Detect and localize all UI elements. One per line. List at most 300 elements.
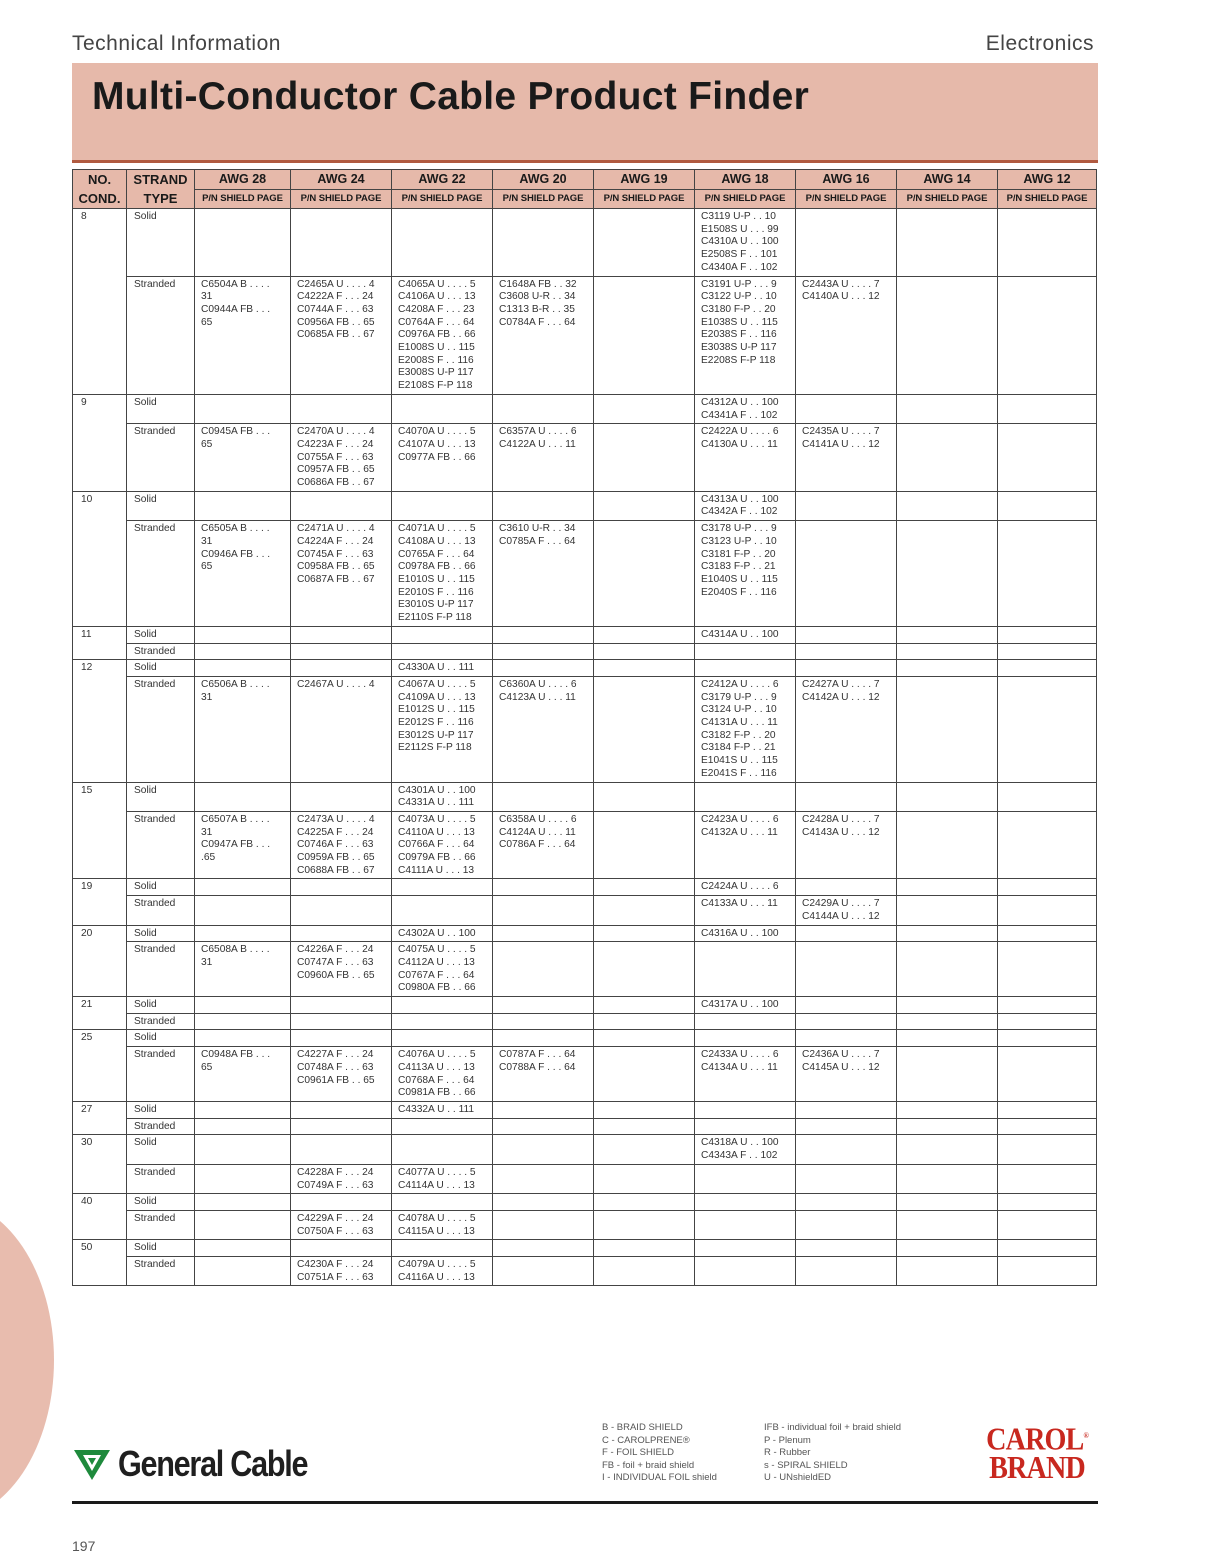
part-number-cell <box>897 491 998 520</box>
part-number-cell <box>392 1013 493 1030</box>
general-cable-mark-icon <box>72 1446 112 1482</box>
strand-type-cell: Solid <box>127 1102 195 1119</box>
part-number-cell: C4301A U . . 100 C4331A U . . 111 <box>392 782 493 811</box>
part-number-cell <box>796 660 897 677</box>
part-number-cell <box>493 1030 594 1047</box>
general-cable-logo <box>72 1443 341 1485</box>
part-number-cell: C2424A U . . . . 6 <box>695 879 796 896</box>
awg-header: AWG 28 <box>195 170 291 190</box>
part-number-cell <box>998 521 1097 627</box>
part-number-cell <box>392 997 493 1014</box>
part-number-cell <box>195 1257 291 1286</box>
part-number-cell <box>594 1030 695 1047</box>
legend-item: F - FOIL SHIELD <box>602 1447 674 1458</box>
part-number-cell <box>594 276 695 394</box>
part-number-cell <box>998 879 1097 896</box>
part-number-cell <box>695 643 796 660</box>
part-number-cell <box>897 394 998 423</box>
table-row <box>73 626 1097 643</box>
part-number-cell <box>493 394 594 423</box>
carol-brand-logo <box>976 1420 1098 1485</box>
part-number-cell <box>998 491 1097 520</box>
part-number-cell: C2473A U . . . . 4 C4225A F . . . 24 C0746A F . . . 63 C0959A FB . . 65 C0688A FB . . 67 <box>291 811 392 879</box>
part-number-cell <box>195 1194 291 1211</box>
part-number-cell: C2435A U . . . . 7 C4141A U . . . 12 <box>796 424 897 492</box>
pn-shield-page-header: P/N SHIELD PAGE <box>998 189 1097 209</box>
conductor-count-cell: 25 <box>73 1030 127 1102</box>
part-number-cell <box>897 276 998 394</box>
part-number-cell <box>897 1013 998 1030</box>
part-number-cell: C4075A U . . . . 5 C4112A U . . . 13 C0767A F . . . 64 C0980A FB . . 66 <box>392 942 493 997</box>
part-number-cell <box>998 1210 1097 1239</box>
part-number-cell <box>493 1194 594 1211</box>
part-number-cell <box>998 660 1097 677</box>
part-number-cell: C3119 U-P . . 10 E1508S U . . . 99 C4310A U . . 100 E2508S F . . 101 C4340A F . . 102 <box>695 209 796 277</box>
part-number-cell: C4073A U . . . . 5 C4110A U . . . 13 C0766A F . . . 64 C0979A FB . . 66 C4111A U . . . 13 <box>392 811 493 879</box>
part-number-cell <box>796 879 897 896</box>
strand-type-cell: Stranded <box>127 643 195 660</box>
legend-item: P - Plenum <box>764 1434 811 1446</box>
part-number-cell <box>594 394 695 423</box>
table-row <box>73 811 1097 879</box>
part-number-cell <box>998 626 1097 643</box>
part-number-cell: C4078A U . . . . 5 C4115A U . . . 13 <box>392 1210 493 1239</box>
part-number-cell: C6357A U . . . . 6 C4122A U . . . 11 <box>493 424 594 492</box>
strand-type-cell: Solid <box>127 491 195 520</box>
part-number-cell: C6508A B . . . . 31 <box>195 942 291 997</box>
part-number-cell <box>291 491 392 520</box>
part-number-cell <box>594 1135 695 1164</box>
part-number-cell <box>291 643 392 660</box>
part-number-cell <box>493 1240 594 1257</box>
part-number-cell <box>594 896 695 925</box>
legend-item: R - Rubber <box>764 1447 811 1458</box>
part-number-cell <box>695 782 796 811</box>
conductor-count-cell: 12 <box>73 660 127 782</box>
part-number-cell <box>493 942 594 997</box>
part-number-cell: C3191 U-P . . . 9 C3122 U-P . . 10 C3180 F-P . . 20 E1038S U . . 115 E2038S F . . 116 E3038S U-P 117 E2208S F-P 118 <box>695 276 796 394</box>
part-number-cell: C2443A U . . . . 7 C4140A U . . . 12 <box>796 276 897 394</box>
part-number-cell <box>392 394 493 423</box>
part-number-cell: C0787A F . . . 64 C0788A F . . . 64 <box>493 1047 594 1102</box>
part-number-cell <box>291 997 392 1014</box>
part-number-cell <box>897 1240 998 1257</box>
part-number-cell <box>897 676 998 782</box>
part-number-cell <box>195 491 291 520</box>
part-number-cell <box>998 1047 1097 1102</box>
part-number-cell <box>392 1118 493 1135</box>
part-number-cell <box>493 660 594 677</box>
part-number-cell <box>195 997 291 1014</box>
part-number-cell <box>897 1030 998 1047</box>
part-number-cell <box>796 1210 897 1239</box>
part-number-cell <box>897 896 998 925</box>
strand-type-cell: Solid <box>127 209 195 277</box>
table-row <box>73 1135 1097 1164</box>
part-number-cell <box>897 1194 998 1211</box>
part-number-cell <box>796 1030 897 1047</box>
part-number-cell: C6506A B . . . . 31 <box>195 676 291 782</box>
part-number-cell <box>897 942 998 997</box>
part-number-cell <box>695 1257 796 1286</box>
part-number-cell <box>195 1118 291 1135</box>
part-number-cell: C2467A U . . . . 4 <box>291 676 392 782</box>
strand-type-cell: Solid <box>127 782 195 811</box>
decorative-side-arc <box>0 1200 54 1520</box>
part-number-cell <box>897 1210 998 1239</box>
part-number-cell <box>897 1135 998 1164</box>
table-row <box>73 1047 1097 1102</box>
legend-item: B - BRAID SHIELD <box>602 1422 683 1433</box>
strand-type-cell: Stranded <box>127 1210 195 1239</box>
part-number-cell: C4317A U . . 100 <box>695 997 796 1014</box>
part-number-cell: C2427A U . . . . 7 C4142A U . . . 12 <box>796 676 897 782</box>
part-number-cell: C0948A FB . . . 65 <box>195 1047 291 1102</box>
part-number-cell: C6507A B . . . . 31 C0947A FB . . . .65 <box>195 811 291 879</box>
awg-header-row <box>73 170 1097 190</box>
part-number-cell: C2423A U . . . . 6 C4132A U . . . 11 <box>695 811 796 879</box>
part-number-cell <box>695 660 796 677</box>
part-number-cell <box>796 643 897 660</box>
part-number-cell <box>195 1013 291 1030</box>
conductor-count-cell: 15 <box>73 782 127 879</box>
part-number-cell <box>493 1135 594 1164</box>
part-number-cell <box>594 942 695 997</box>
part-number-cell: C4316A U . . 100 <box>695 925 796 942</box>
part-number-cell <box>695 942 796 997</box>
part-number-cell <box>998 643 1097 660</box>
part-number-cell <box>897 209 998 277</box>
part-number-cell <box>291 1013 392 1030</box>
title-band <box>72 63 1098 163</box>
part-number-cell <box>998 676 1097 782</box>
part-number-cell <box>594 626 695 643</box>
part-number-cell <box>998 997 1097 1014</box>
part-number-cell: C4302A U . . 100 <box>392 925 493 942</box>
part-number-cell <box>291 1102 392 1119</box>
subheader-row <box>73 189 1097 209</box>
part-number-cell: C2436A U . . . . 7 C4145A U . . . 12 <box>796 1047 897 1102</box>
part-number-cell <box>493 1210 594 1239</box>
footer-rule <box>72 1501 1098 1504</box>
part-number-cell: C2429A U . . . . 7 C4144A U . . . 12 <box>796 896 897 925</box>
table-row <box>73 1102 1097 1119</box>
part-number-cell <box>695 1240 796 1257</box>
part-number-cell <box>796 1013 897 1030</box>
table-row <box>73 896 1097 925</box>
part-number-cell <box>195 925 291 942</box>
part-number-cell <box>695 1030 796 1047</box>
part-number-cell: C4071A U . . . . 5 C4108A U . . . 13 C0765A F . . . 64 C0978A FB . . 66 E1010S U . . 115 E2010S F . . 116 E3010S U-P 117 E2110S F-P 118 <box>392 521 493 627</box>
part-number-cell <box>897 521 998 627</box>
part-number-cell: C3178 U-P . . . 9 C3123 U-P . . 10 C3181 F-P . . 20 C3183 F-P . . 21 E1040S U . . 115 E2040S F . . 116 <box>695 521 796 627</box>
part-number-cell <box>897 424 998 492</box>
part-number-cell <box>695 1164 796 1193</box>
part-number-cell <box>998 394 1097 423</box>
part-number-cell: C4079A U . . . . 5 C4116A U . . . 13 <box>392 1257 493 1286</box>
awg-header: AWG 20 <box>493 170 594 190</box>
part-number-cell <box>594 424 695 492</box>
strand-type-cell: Solid <box>127 997 195 1014</box>
part-number-cell <box>291 660 392 677</box>
part-number-cell: C6504A B . . . . 31 C0944A FB . . . 65 <box>195 276 291 394</box>
part-number-cell: C2471A U . . . . 4 C4224A F . . . 24 C0745A F . . . 63 C0958A FB . . 65 C0687A FB . . 67 <box>291 521 392 627</box>
part-number-cell <box>291 925 392 942</box>
part-number-cell <box>796 942 897 997</box>
awg-header: AWG 24 <box>291 170 392 190</box>
part-number-cell <box>796 1240 897 1257</box>
legend-item: C - CAROLPRENE® <box>602 1434 690 1446</box>
part-number-cell <box>998 942 1097 997</box>
strand-type-cell: Solid <box>127 1030 195 1047</box>
part-number-cell <box>796 394 897 423</box>
part-number-cell <box>195 626 291 643</box>
part-number-cell <box>493 1102 594 1119</box>
legend-item: U - UNshieldED <box>764 1472 832 1483</box>
part-number-cell: C4070A U . . . . 5 C4107A U . . . 13 C0977A FB . . 66 <box>392 424 493 492</box>
part-number-cell <box>897 811 998 879</box>
legend-item: s - SPIRAL SHIELD <box>764 1459 848 1471</box>
part-number-cell <box>594 1194 695 1211</box>
strand-type-cell: Stranded <box>127 1118 195 1135</box>
part-number-cell <box>998 1135 1097 1164</box>
part-number-cell <box>195 643 291 660</box>
part-number-cell: C4228A F . . . 24 C0749A F . . . 63 <box>291 1164 392 1193</box>
general-cable-wordmark: General Cable <box>118 1443 308 1484</box>
part-number-cell: C4230A F . . . 24 C0751A F . . . 63 <box>291 1257 392 1286</box>
part-number-cell <box>594 1164 695 1193</box>
part-number-cell <box>195 1210 291 1239</box>
part-number-cell <box>195 879 291 896</box>
part-number-cell <box>392 1135 493 1164</box>
part-number-cell <box>493 925 594 942</box>
strand-type-cell: Stranded <box>127 424 195 492</box>
table-row <box>73 660 1097 677</box>
part-number-cell <box>998 1118 1097 1135</box>
part-number-cell <box>291 782 392 811</box>
part-number-cell <box>897 782 998 811</box>
table-row <box>73 1118 1097 1135</box>
table-row <box>73 997 1097 1014</box>
pn-shield-page-header: P/N SHIELD PAGE <box>594 189 695 209</box>
part-number-cell: C4067A U . . . . 5 C4109A U . . . 13 E1012S U . . 115 E2012S F . . 116 E3012S U-P 117 E2112S F-P 118 <box>392 676 493 782</box>
part-number-cell <box>195 209 291 277</box>
part-number-cell <box>493 1118 594 1135</box>
table-body <box>73 209 1097 1286</box>
part-number-cell <box>897 997 998 1014</box>
part-number-cell <box>594 1047 695 1102</box>
part-number-cell <box>897 879 998 896</box>
conductor-count-cell: 19 <box>73 879 127 925</box>
table-row <box>73 782 1097 811</box>
strand-type-cell: Solid <box>127 1240 195 1257</box>
part-number-cell <box>493 1013 594 1030</box>
conductor-count-cell: 11 <box>73 626 127 659</box>
part-number-cell <box>897 1118 998 1135</box>
part-number-cell <box>291 209 392 277</box>
part-number-cell <box>998 1030 1097 1047</box>
conductor-count-cell: 27 <box>73 1102 127 1135</box>
part-number-cell <box>594 1118 695 1135</box>
part-number-cell: C4330A U . . 111 <box>392 660 493 677</box>
part-number-cell <box>392 1030 493 1047</box>
part-number-cell: C4077A U . . . . 5 C4114A U . . . 13 <box>392 1164 493 1193</box>
strand-type-cell: Stranded <box>127 1013 195 1030</box>
strand-type-cell: Solid <box>127 626 195 643</box>
part-number-cell <box>594 643 695 660</box>
part-number-cell <box>897 1047 998 1102</box>
awg-header: AWG 18 <box>695 170 796 190</box>
part-number-cell: C4076A U . . . . 5 C4113A U . . . 13 C0768A F . . . 64 C0981A FB . . 66 <box>392 1047 493 1102</box>
part-number-cell <box>594 1240 695 1257</box>
table-row <box>73 424 1097 492</box>
part-number-cell <box>796 925 897 942</box>
part-number-cell <box>594 521 695 627</box>
part-number-cell: C4314A U . . 100 <box>695 626 796 643</box>
part-number-cell <box>796 521 897 627</box>
part-number-cell <box>998 1164 1097 1193</box>
awg-header: AWG 12 <box>998 170 1097 190</box>
part-number-cell <box>594 491 695 520</box>
part-number-cell <box>796 782 897 811</box>
part-number-cell <box>291 394 392 423</box>
pn-shield-page-header: P/N SHIELD PAGE <box>796 189 897 209</box>
part-number-cell <box>594 1102 695 1119</box>
part-number-cell <box>695 1194 796 1211</box>
part-number-cell <box>796 1135 897 1164</box>
part-number-cell <box>195 660 291 677</box>
awg-header: AWG 19 <box>594 170 695 190</box>
part-number-cell <box>594 676 695 782</box>
part-number-cell <box>998 1257 1097 1286</box>
part-number-cell: C0945A FB . . . 65 <box>195 424 291 492</box>
part-number-cell <box>291 626 392 643</box>
part-number-cell <box>796 997 897 1014</box>
part-number-cell <box>392 491 493 520</box>
awg-header: AWG 16 <box>796 170 897 190</box>
part-number-cell <box>493 643 594 660</box>
strand-type-cell: Solid <box>127 660 195 677</box>
part-number-cell <box>796 1118 897 1135</box>
no-cond-header: NO. COND. <box>73 170 127 209</box>
strand-type-cell: Stranded <box>127 942 195 997</box>
part-number-cell <box>291 1030 392 1047</box>
part-number-cell <box>493 491 594 520</box>
strand-type-cell: Stranded <box>127 521 195 627</box>
strand-type-cell: Stranded <box>127 896 195 925</box>
conductor-count-cell: 30 <box>73 1135 127 1194</box>
part-number-cell <box>594 997 695 1014</box>
part-number-cell: C2428A U . . . . 7 C4143A U . . . 12 <box>796 811 897 879</box>
part-number-cell <box>796 1102 897 1119</box>
table-row <box>73 1210 1097 1239</box>
carol-logo-line1: CAROL® <box>986 1420 1088 1457</box>
part-number-cell <box>796 1194 897 1211</box>
part-number-cell: C1648A FB . . 32 C3608 U-R . . 34 C1313 B-R . . 35 C0784A F . . . 64 <box>493 276 594 394</box>
table-row <box>73 676 1097 782</box>
table-row <box>73 1013 1097 1030</box>
conductor-count-cell: 9 <box>73 394 127 491</box>
part-number-cell <box>392 1240 493 1257</box>
part-number-cell <box>291 1118 392 1135</box>
part-number-cell: C4313A U . . 100 C4342A F . . 102 <box>695 491 796 520</box>
part-number-cell <box>392 643 493 660</box>
table-row <box>73 1257 1097 1286</box>
part-number-cell <box>291 1240 392 1257</box>
table-row <box>73 521 1097 627</box>
part-number-cell: C4229A F . . . 24 C0750A F . . . 63 <box>291 1210 392 1239</box>
strand-type-cell: Stranded <box>127 276 195 394</box>
conductor-count-cell: 50 <box>73 1240 127 1286</box>
part-number-cell: C4312A U . . 100 C4341A F . . 102 <box>695 394 796 423</box>
legend-item: IFB - individual foil + braid shield <box>764 1422 902 1433</box>
strand-type-cell: Stranded <box>127 676 195 782</box>
part-number-cell <box>594 879 695 896</box>
part-number-cell <box>493 997 594 1014</box>
part-number-cell <box>796 209 897 277</box>
pn-shield-page-header: P/N SHIELD PAGE <box>493 189 594 209</box>
section-label: Technical Information <box>72 32 281 55</box>
part-number-cell <box>897 643 998 660</box>
table-row <box>73 1164 1097 1193</box>
strand-type-cell: Solid <box>127 1135 195 1164</box>
part-number-cell <box>195 394 291 423</box>
awg-header: AWG 14 <box>897 170 998 190</box>
part-number-cell <box>195 1164 291 1193</box>
part-number-cell <box>897 1164 998 1193</box>
part-number-cell <box>392 896 493 925</box>
part-number-cell: C4332A U . . 111 <box>392 1102 493 1119</box>
part-number-cell <box>195 1030 291 1047</box>
carol-logo-line2: BRAND <box>989 1448 1085 1485</box>
pn-shield-page-header: P/N SHIELD PAGE <box>291 189 392 209</box>
part-number-cell <box>195 782 291 811</box>
part-number-cell <box>493 782 594 811</box>
part-number-cell <box>392 1194 493 1211</box>
part-number-cell <box>998 811 1097 879</box>
part-number-cell <box>998 925 1097 942</box>
part-number-cell <box>594 1257 695 1286</box>
part-number-cell <box>897 925 998 942</box>
part-number-cell <box>998 1240 1097 1257</box>
legend-item: FB - foil + braid shield <box>602 1459 695 1471</box>
conductor-count-cell: 40 <box>73 1194 127 1240</box>
part-number-cell <box>594 1013 695 1030</box>
part-number-cell <box>493 209 594 277</box>
part-number-cell: C2465A U . . . . 4 C4222A F . . . 24 C0744A F . . . 63 C0956A FB . . 65 C0685A FB . . 67 <box>291 276 392 394</box>
strand-type-cell: Stranded <box>127 1164 195 1193</box>
table-row <box>73 1240 1097 1257</box>
strand-type-cell: Stranded <box>127 1047 195 1102</box>
part-number-cell <box>998 1194 1097 1211</box>
part-number-cell <box>695 1013 796 1030</box>
table-row <box>73 925 1097 942</box>
part-number-cell <box>392 626 493 643</box>
part-number-cell <box>594 925 695 942</box>
part-number-cell <box>392 879 493 896</box>
part-number-cell: C2422A U . . . . 6 C4130A U . . . 11 <box>695 424 796 492</box>
table-row <box>73 643 1097 660</box>
conductor-count-cell: 21 <box>73 997 127 1030</box>
part-number-cell <box>493 626 594 643</box>
part-number-cell: C2433A U . . . . 6 C4134A U . . . 11 <box>695 1047 796 1102</box>
part-number-cell: C4065A U . . . . 5 C4106A U . . . 13 C4208A F . . . 23 C0764A F . . . 64 C0976A FB . . 66 E1008S U . . 115 E2008S F . . 116 E3008S U-P 117 E2108S F-P 118 <box>392 276 493 394</box>
part-number-cell <box>695 1118 796 1135</box>
strand-type-cell: Stranded <box>127 811 195 879</box>
part-number-cell: C2412A U . . . . 6 C3179 U-P . . . 9 C3124 U-P . . 10 C4131A U . . . 11 C3182 F-P . . 20 C3184 F-P . . 21 E1041S U . . 115 E2041S F . . 116 <box>695 676 796 782</box>
part-number-cell <box>998 782 1097 811</box>
part-number-cell <box>493 1257 594 1286</box>
